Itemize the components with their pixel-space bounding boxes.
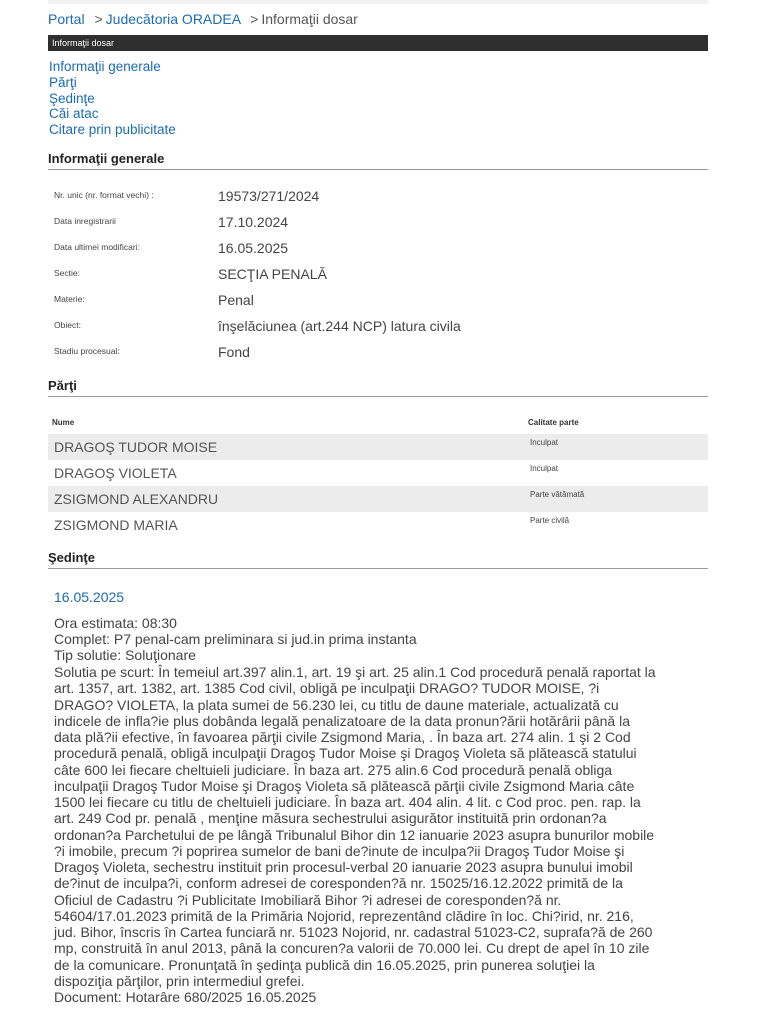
solutie-line: Dragoş Violeta, sechestru instituit prin procesul-verbal 20 ianuarie 2023 asupra bunului imobil [54,859,633,875]
solutie-line: procedură penală, obligă inculpaţii Dragoş Tudor Moise şi Dragoş Violeta să plătească statului [54,745,637,762]
breadcrumb-portal-link[interactable]: Portal [48,11,85,27]
breadcrumb-separator: > [250,11,259,27]
solutie-line: mp, construită în anul 2013, până la concuren?a valorii de 70.000 lei. Cu drept de apel în 10 zile [54,940,650,957]
party-name: DRAGOŞ VIOLETA [54,465,177,481]
party-role: Inculpat [530,464,559,473]
sedinte-section-title: Şedinţe [48,550,708,569]
section-nav [49,59,176,138]
solutie-line: ordonan?a Parchetului de pe lângă Tribunalul Bihor din 12 ianuarie 2023 asupra bunurilor mobile [54,826,655,843]
sedinta-date: 16.05.2025 [54,589,125,605]
parti-section-title: Părţi [48,378,708,397]
solutie-line: 1500 lei fiecare cu titlu de cheltuieli judiciare. În baza art. 404 alin. 4 lit. c Cod proc. pen. rap. la [54,794,641,810]
table-row [48,460,708,486]
info-value: 17.10.2024 [218,214,289,230]
top-divider [48,0,708,4]
solutie-line: data plă?ii efective, în favoarea părţii civile Zsigmond Maria, . În baza art. 274 alin. 1 şi 2 Cod [54,729,631,745]
solutie-line: DRAGO? VIOLETA, la plata sumei de 56.230 lei, cu titlu de daune materiale, actualizată cu [54,696,619,713]
info-value: Fond [218,344,250,360]
party-name: DRAGOŞ TUDOR MOISE [54,439,218,455]
solutie-line: de?inut de inculpa?i, conform adresei de coresponden?ă nr. 15025/16.12.2022 primită de la [54,875,623,892]
table-row [48,434,708,460]
info-value: înşelăciunea (art.244 NCP) latura civila [218,318,461,334]
nav-link-citare[interactable]: Citare prin publicitate [49,122,176,138]
party-role: Parte vătămată [530,490,585,499]
ora-estimata: Ora estimata: 08:30 [54,615,177,631]
column-header-nume: Nume [52,418,75,427]
general-section-title: Informaţii generale [48,151,708,170]
solutie-text [54,664,714,1005]
nav-link-informatii-generale[interactable]: Informaţii generale [49,59,161,74]
page-header-bar: Informaţii dosar [48,35,708,51]
info-value: 16.05.2025 [218,240,289,256]
party-role: Parte civilă [530,516,570,525]
solutie-line: Solutia pe scurt: În temeiul art.397 alin.1, art. 19 şi art. 25 alin.1 Cod procedură penală raportat la [54,664,656,680]
info-value: SECŢIA PENALĂ [218,266,327,282]
solutie-line: dispoziţia părţilor, prin intermediul grefei. [54,972,305,989]
solutie-line: art. 1357, art. 1382, art. 1385 Cod civil, obligă pe inculpaţii DRAGO? TUDOR MOISE, ?i [54,680,600,697]
solutie-line: Oficiul de Cadastru ?i Publicitate Imobiliară Bihor ?i adresei de coresponden?ă nr. [54,891,562,908]
breadcrumb-current: Informaţii dosar [261,11,358,27]
table-row [48,486,708,512]
party-name: ZSIGMOND ALEXANDRU [54,491,219,507]
solutie-line: de la comunicare. Pronunţată în şedinţa publică din 16.05.2025, prin punerea soluţiei la [54,956,595,973]
complet: Complet: P7 penal-cam preliminara si jud.in prima instanta [54,631,417,647]
document-line: Document: Hotarâre 680/2025 16.05.2025 [54,989,317,1005]
info-label: Materie: [54,294,85,304]
party-name: ZSIGMOND MARIA [54,517,178,533]
info-label: Obiect: [54,320,81,330]
breadcrumb-court-link[interactable]: Judecătoria ORADEA [105,11,241,27]
nav-link-cai-atac[interactable]: Căi atac [49,106,99,122]
column-header-calitate: Calitate parte [528,418,579,427]
solutie-line: ?i imobile, precum ?i poprirea sumelor de bani de?inute de inculpa?ii Dragoş Tudor Moise şi [54,842,625,859]
info-label: Data ultimei modificari: [54,242,140,252]
party-role: Inculpat [530,438,559,447]
solutie-line: câte 600 lei fiecare cheltuieli judiciare. În baza art. 275 alin.6 Cod procedură penală obliga [54,761,613,778]
tip-solutie: Tip solutie: Soluţionare [54,647,196,663]
nav-link-sedinte[interactable]: Şedinţe [49,90,95,106]
solutie-line: inculpaţii Dragoş Tudor Moise şi Dragoş Violeta să plătească părţii civile Zsigmond Maria câte [54,777,635,794]
breadcrumb-separator: > [94,11,103,27]
info-value: Penal [218,292,254,308]
solutie-line: indicele de infla?ie plus dobânda legală penalizatoare de la data pronun?ării hotărârii până la [54,712,630,729]
info-label: Stadiu procesual: [54,346,120,356]
solutie-line: 54604/17.01.2023 primită de la Primăria Nojorid, reprezentând clădire în loc. Chi?irid, nr. 216, [54,907,634,924]
info-label: Data inregistrarii [54,216,116,226]
table-row [48,512,708,538]
solutie-line: jud. Bihor, înscris în Cartea funciară nr. 51023 Nojorid, nr. cadastral 51023-C2, suprafa?ă de 260 [54,924,653,940]
nav-link-parti[interactable]: Părţi [49,74,77,90]
info-label: Nr. unic (nr. format vechi) : [54,190,154,200]
breadcrumb [48,11,358,27]
solutie-line: art. 249 Cod pr. penală , menţine măsura sechestrului asigurător instituită prin ordonan?a [54,810,607,827]
info-value: 19573/271/2024 [218,188,320,204]
info-label: Sectie: [54,268,80,278]
